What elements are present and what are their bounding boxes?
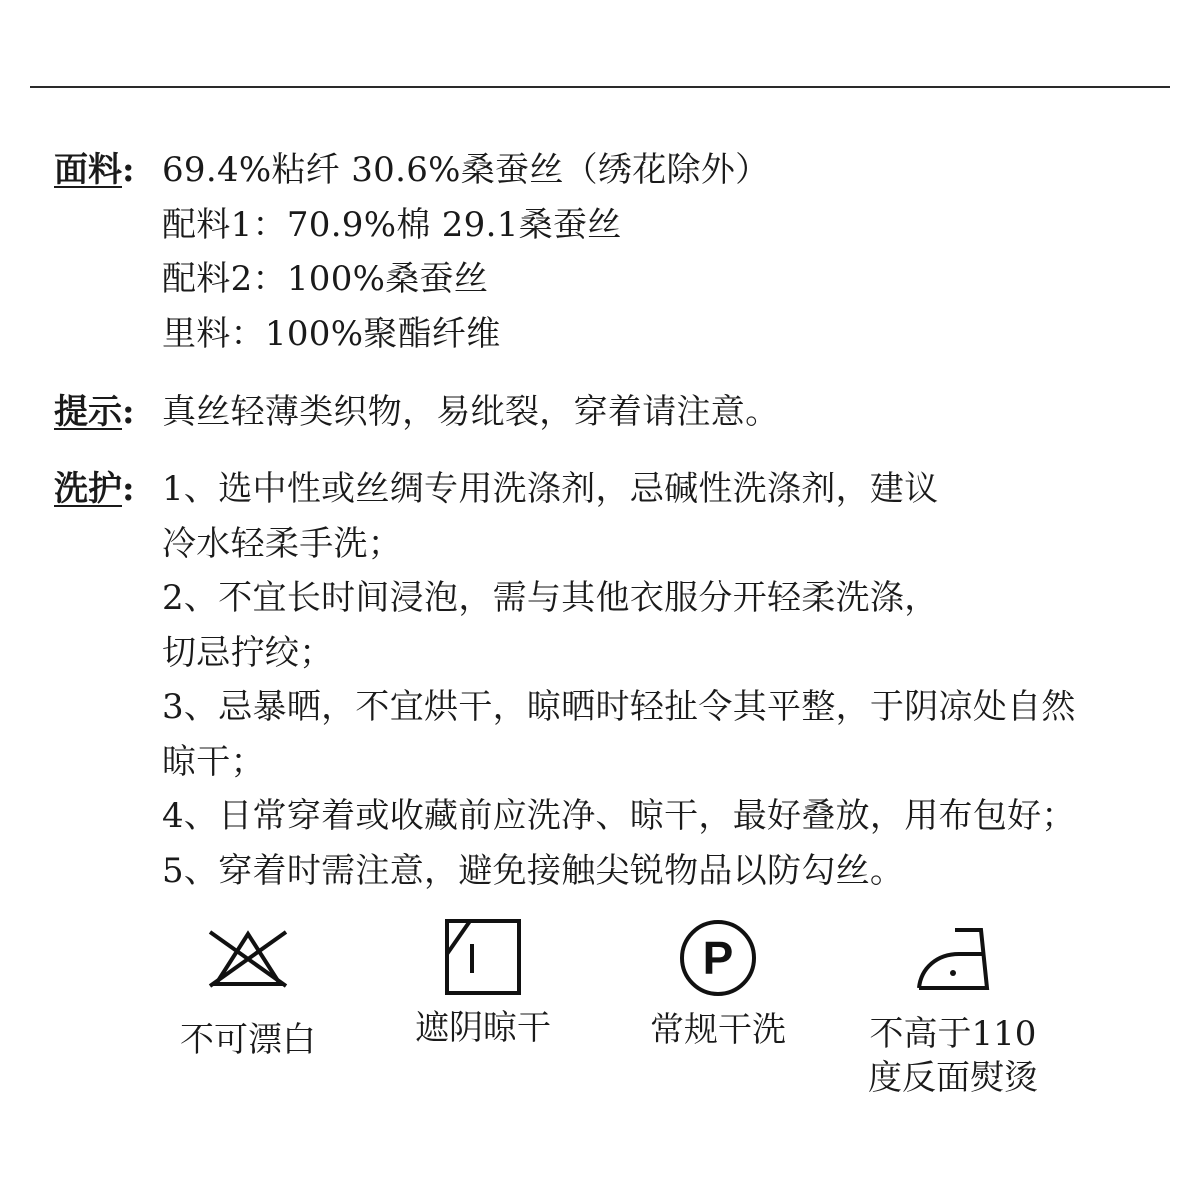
care-symbol-shade-dry: [363, 930, 603, 1050]
fabric-label-colon: :: [122, 150, 135, 190]
wash-line: 3、忌暴晒，不宜烘干，晾晒时轻扯令其平整，于阴凉处自然: [162, 687, 1076, 727]
tip-lines: [162, 385, 1162, 440]
top-divider: [30, 86, 1170, 88]
fabric-label-text: 面料: [54, 150, 122, 190]
care-symbol-no-bleach: [128, 930, 368, 1062]
wash-lines: [162, 462, 1162, 898]
fabric-line: 69.4%粘纤 30.6%桑蚕丝（绣花除外）: [162, 150, 770, 190]
wash-line: 冷水轻柔手洗；: [162, 523, 403, 564]
tip-label-colon: :: [122, 392, 135, 432]
care-label: 常规干洗: [650, 1010, 786, 1050]
wash-line: 切忌拧绞；: [162, 632, 334, 673]
wash-line: 2、不宜长时间浸泡，需与其他衣服分开轻柔洗涤，: [162, 578, 939, 618]
dry-clean-p-icon: [678, 918, 758, 998]
tip-label: [54, 385, 135, 439]
wash-line: 5、穿着时需注意，避免接触尖锐物品以防勾丝。: [162, 850, 905, 891]
wash-line: 4、日常穿着或收藏前应洗净、晾干，最好叠放，用布包好；: [162, 796, 1076, 836]
tip-label-text: 提示: [54, 392, 122, 432]
care-symbols: [0, 930, 1200, 1130]
wash-label-text: 洗护: [54, 469, 122, 509]
iron-low-icon: [915, 922, 991, 992]
fabric-lines: [162, 143, 1162, 361]
wash-line: 1、选中性或丝绸专用洗涤剂，忌碱性洗涤剂，建议: [162, 469, 939, 509]
care-symbol-dry-clean: [598, 930, 838, 1052]
fabric-line: 配料1：70.9%棉 29.1桑蚕丝: [162, 204, 622, 245]
fabric-line: 配料2：100%桑蚕丝: [162, 259, 489, 299]
wash-line: 晾干；: [162, 741, 265, 782]
shade-dry-icon: [444, 918, 522, 996]
no-bleach-icon: [206, 930, 290, 988]
wash-label: [54, 462, 135, 516]
tip-line: 真丝轻薄类织物，易纰裂，穿着请注意。: [162, 392, 780, 432]
care-label: 不高于110: [869, 1014, 1037, 1054]
fabric-line: 里料：100%聚酯纤维: [162, 313, 501, 354]
care-label: 遮阴晾干: [415, 1008, 551, 1048]
care-symbol-iron-low: [833, 930, 1073, 1100]
fabric-label: [54, 143, 135, 197]
care-label-line2: 度反面熨烫: [868, 1058, 1038, 1098]
wash-label-colon: :: [122, 469, 135, 509]
care-label: 不可漂白: [180, 1020, 316, 1060]
svg-text:P: P: [702, 932, 734, 984]
